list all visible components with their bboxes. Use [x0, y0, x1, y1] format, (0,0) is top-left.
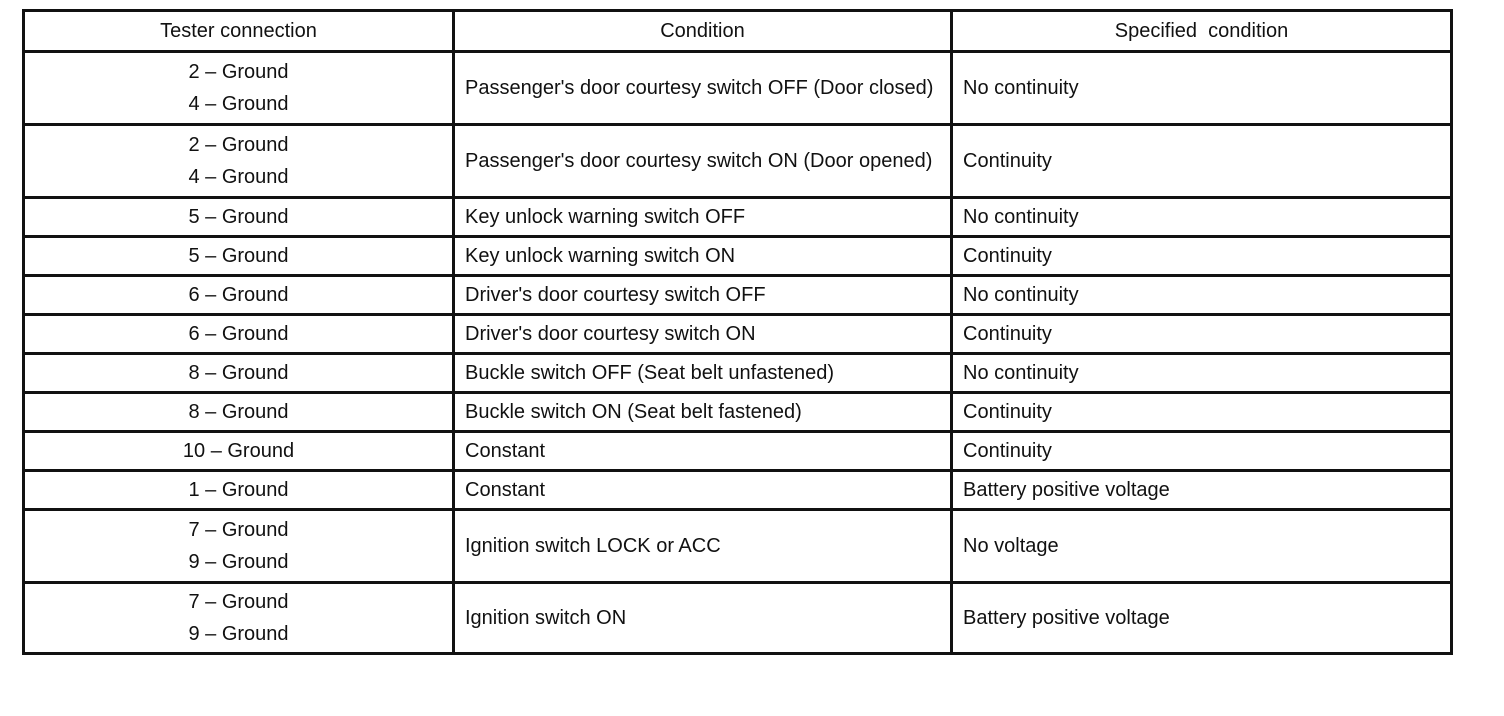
table-row — [24, 471, 1452, 510]
table-row — [24, 52, 1452, 125]
specified-condition-cell: Continuity — [952, 237, 1452, 276]
specified-condition-cell: Battery positive voltage — [952, 583, 1452, 654]
specified-condition-cell: Continuity — [952, 315, 1452, 354]
specified-condition-cell: No voltage — [952, 510, 1452, 583]
tester-connection-value: 4 – Ground — [188, 93, 289, 115]
condition-cell: Passenger's door courtesy switch ON (Door opened) — [454, 125, 952, 198]
specified-condition-cell: No continuity — [952, 354, 1452, 393]
specified-condition-cell: Continuity — [952, 432, 1452, 471]
tester-connection-table-container — [22, 9, 1450, 655]
tester-connection-value: 2 – Ground — [188, 61, 289, 83]
tester-connection-value: 8 – Ground — [188, 362, 289, 384]
table-row — [24, 432, 1452, 471]
tester-connection-value: 6 – Ground — [188, 323, 289, 345]
tester-connection-value: 4 – Ground — [188, 166, 289, 188]
table-row — [24, 354, 1452, 393]
condition-cell: Key unlock warning switch OFF — [454, 198, 952, 237]
table-row — [24, 125, 1452, 198]
tester-connection-value: 1 – Ground — [188, 479, 289, 501]
table-row — [24, 198, 1452, 237]
tester-connection-cell — [24, 125, 454, 198]
tester-connection-value: 7 – Ground — [188, 591, 289, 613]
tester-connection-value: 9 – Ground — [188, 623, 289, 645]
condition-cell: Buckle switch OFF (Seat belt unfastened) — [454, 354, 952, 393]
condition-cell: Driver's door courtesy switch OFF — [454, 276, 952, 315]
tester-connection-value: 5 – Ground — [188, 206, 289, 228]
tester-connection-value: 7 – Ground — [188, 519, 289, 541]
table-row — [24, 393, 1452, 432]
condition-cell: Constant — [454, 471, 952, 510]
specified-condition-cell: No continuity — [952, 198, 1452, 237]
table-row — [24, 583, 1452, 654]
condition-cell: Buckle switch ON (Seat belt fastened) — [454, 393, 952, 432]
tester-connection-value: 5 – Ground — [188, 245, 289, 267]
header-tester-connection: Tester connection — [24, 11, 454, 52]
table-row — [24, 510, 1452, 583]
tester-connection-cell — [24, 583, 454, 654]
tester-connection-cell — [24, 237, 454, 276]
condition-cell: Ignition switch ON — [454, 583, 952, 654]
condition-cell: Passenger's door courtesy switch OFF (Door closed) — [454, 52, 952, 125]
specified-condition-cell: Continuity — [952, 125, 1452, 198]
tester-connection-cell — [24, 52, 454, 125]
tester-connection-cell — [24, 276, 454, 315]
tester-connection-cell — [24, 198, 454, 237]
table-row — [24, 276, 1452, 315]
header-condition: Condition — [454, 11, 952, 52]
table-row — [24, 315, 1452, 354]
condition-cell: Driver's door courtesy switch ON — [454, 315, 952, 354]
specified-condition-cell: No continuity — [952, 52, 1452, 125]
condition-cell: Constant — [454, 432, 952, 471]
tester-connection-value: 8 – Ground — [188, 401, 289, 423]
tester-connection-cell — [24, 393, 454, 432]
condition-cell: Key unlock warning switch ON — [454, 237, 952, 276]
tester-connection-value: 2 – Ground — [188, 134, 289, 156]
specified-condition-cell: Battery positive voltage — [952, 471, 1452, 510]
table-header-row — [24, 11, 1452, 52]
condition-cell: Ignition switch LOCK or ACC — [454, 510, 952, 583]
tester-connection-cell — [24, 432, 454, 471]
specified-condition-cell: No continuity — [952, 276, 1452, 315]
tester-connection-value: 10 – Ground — [182, 440, 295, 462]
tester-connection-cell — [24, 315, 454, 354]
header-specified-condition: Specified condition — [952, 11, 1452, 52]
tester-connection-cell — [24, 354, 454, 393]
tester-connection-cell — [24, 471, 454, 510]
tester-connection-value: 9 – Ground — [188, 551, 289, 573]
specified-condition-cell: Continuity — [952, 393, 1452, 432]
table-row — [24, 237, 1452, 276]
tester-connection-cell — [24, 510, 454, 583]
tester-connection-value: 6 – Ground — [188, 284, 289, 306]
tester-connection-table — [22, 9, 1453, 655]
